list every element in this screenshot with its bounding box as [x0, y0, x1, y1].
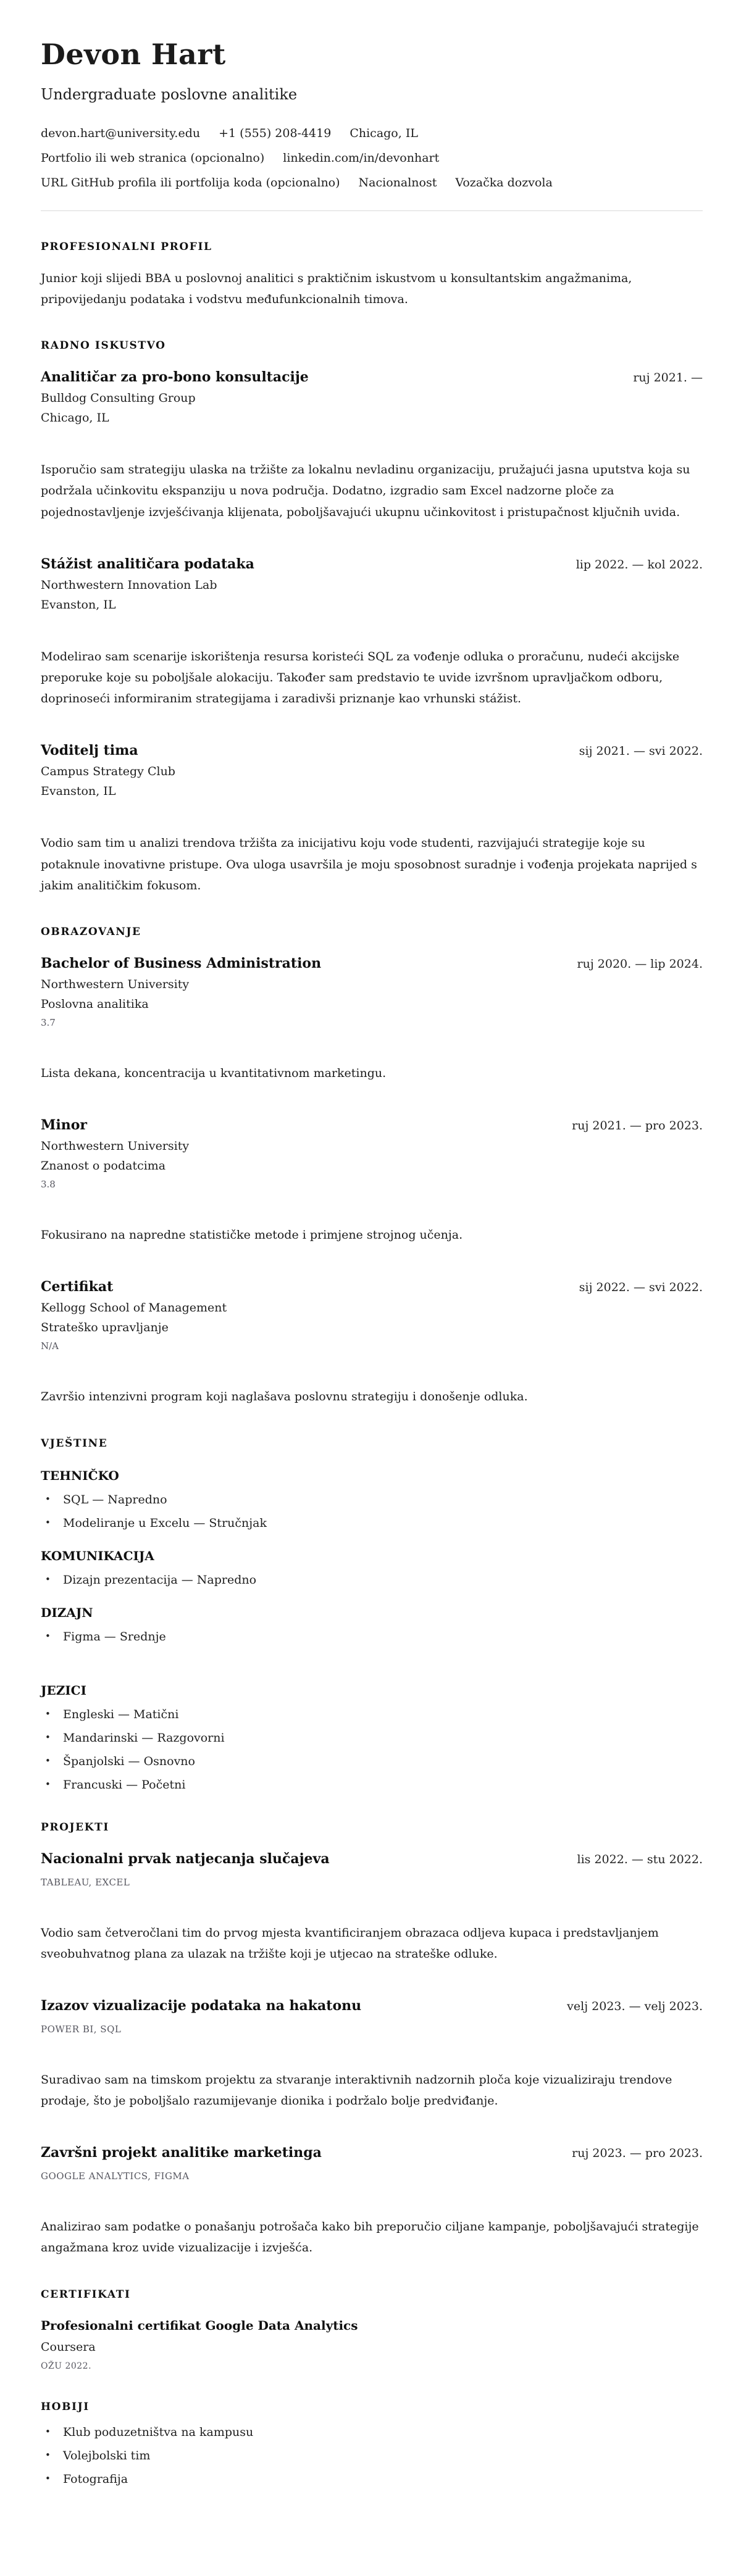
contact-row: [41, 151, 703, 165]
skill-item: • Figma — Srednje: [41, 1630, 703, 1643]
education-header: [41, 1117, 703, 1133]
job-entry: [41, 556, 703, 710]
degree-title: Certifikat: [41, 1279, 114, 1295]
certificate-date: OŽU 2022.: [41, 2361, 92, 2371]
degree-title: Minor: [41, 1117, 87, 1134]
section-profile: [41, 241, 703, 310]
language-item: • Francuski — Početni: [41, 1778, 703, 1792]
language-item: • Engleski — Matični: [41, 1708, 703, 1721]
project-title: Nacionalni prvak natjecanja slučajeva: [41, 1850, 330, 1867]
school-name: Northwestern University: [41, 1139, 190, 1153]
job-company: Campus Strategy Club: [41, 765, 175, 779]
project-header: [41, 2145, 703, 2161]
portfolio-text: Portfolio ili web stranica (opcionalno): [41, 151, 265, 165]
education-entry: [41, 1117, 703, 1245]
skill-item: • Dizajn prezentacija — Napredno: [41, 1573, 703, 1587]
person-name: Devon Hart: [41, 38, 226, 71]
education-dates: sij 2022. — svi 2022.: [579, 1281, 703, 1295]
field-of-study: Poslovna analitika: [41, 997, 149, 1011]
email-text: devon.hart@university.edu: [41, 126, 201, 140]
project-tools: POWER BI, SQL: [41, 2023, 122, 2035]
education-entry: [41, 1279, 703, 1407]
school-name: Kellogg School of Management: [41, 1301, 227, 1315]
skill-item: • Modeliranje u Excelu — Stručnjak: [41, 1516, 703, 1530]
skill-group-heading: KOMUNIKACIJA: [41, 1548, 154, 1563]
education-description: Lista dekana, koncentracija u kvantitativnom marketingu.: [41, 1066, 387, 1080]
skill-group-heading: TEHNIČKO: [41, 1468, 119, 1483]
project-dates: lis 2022. — stu 2022.: [577, 1852, 703, 1866]
gpa-value: N/A: [41, 1340, 59, 1352]
languages-heading: JEZICI: [41, 1682, 86, 1698]
contact-row: [41, 127, 703, 140]
job-description: Isporučio sam strategiju ulaska na tržište za lokalnu nevladinu organizaciju, pružajući jasna uputstva koja su podržala učinkovitu ekspanziju u nova područja. Dodatno, izgradio sam Excel nadzorne ploče za pojednostavljenje izvješćivanja klijenata, poboljšavajući ukupnu učinkovitost i pristupačnost ključnih uvida.: [41, 463, 690, 519]
education-dates: ruj 2020. — lip 2024.: [577, 957, 703, 971]
resume-header: [41, 38, 703, 211]
language-item: • Mandarinski — Razgovorni: [41, 1731, 703, 1745]
job-title: Stážist analitičara podataka: [41, 555, 254, 572]
job-dates: ruj 2021. —: [633, 371, 703, 385]
section-heading: OBRAZOVANJE: [41, 925, 141, 938]
project-title: Završni projekt analitike marketinga: [41, 2145, 322, 2161]
skill-list: [41, 1493, 703, 1530]
job-company: Northwestern Innovation Lab: [41, 578, 217, 592]
section-heading: VJEŠTINE: [41, 1437, 108, 1450]
project-header: [41, 1998, 703, 2014]
skill-group: [41, 1548, 703, 1587]
skill-group: [41, 1605, 703, 1643]
skill-group-heading: DIZAJN: [41, 1605, 93, 1620]
job-title: Analitičar za pro-bono konsultacije: [41, 369, 309, 386]
certificate-issuer: Coursera: [41, 2340, 96, 2354]
education-header: [41, 1279, 703, 1295]
job-company: Bulldog Consulting Group: [41, 391, 196, 405]
certificate-title: Profesionalni certifikat Google Data Analytics: [41, 2317, 358, 2333]
job-location: Evanston, IL: [41, 784, 116, 799]
job-entry: [41, 742, 703, 896]
project-dates: velj 2023. — velj 2023.: [567, 1999, 703, 2013]
project-tools: TABLEAU, EXCEL: [41, 1876, 130, 1888]
gpa-value: 3.8: [41, 1179, 56, 1190]
job-dates: lip 2022. — kol 2022.: [576, 557, 703, 571]
contact-block: [41, 127, 703, 189]
section-heading: PROJEKTI: [41, 1821, 109, 1834]
hobby-item: • Volejbolski tim: [41, 2449, 703, 2462]
job-description: Vodio sam tim u analizi trendova tržišta za inicijativu koju vode studenti, razvijajući strategije koje su potaknule inovativne pristupe. Ova uloga usavršila je moju sposobnost suradnje i vođenja projekata naprijed s jakim analitičkim fokusom.: [41, 836, 697, 892]
person-title: Undergraduate poslovne analitike: [41, 85, 298, 103]
project-entry: [41, 1851, 703, 1964]
license-text: Vozačka dozvola: [455, 175, 553, 189]
linkedin-text: linkedin.com/in/devonhart: [283, 151, 440, 165]
section-certificates: [41, 2288, 703, 2371]
gpa-value: 3.7: [41, 1016, 56, 1028]
skill-group: [41, 1468, 703, 1530]
section-education: [41, 926, 703, 1408]
project-description: Suradivao sam na timskom projektu za stvaranje interaktivnih nadzornih ploča koje vizualiziraju trendove prodaje, što je poboljšalo razumijevanje dionika i podržalo bolje predviđanje.: [41, 2072, 672, 2108]
job-title: Voditelj tima: [41, 742, 138, 759]
job-dates: sij 2021. — svi 2022.: [579, 744, 703, 758]
school-name: Northwestern University: [41, 977, 190, 991]
nationality-text: Nacionalnost: [358, 175, 437, 189]
project-header: [41, 1851, 703, 1867]
section-projects: [41, 1821, 703, 2259]
job-description: Modelirao sam scenarije iskorištenja resursa koristeći SQL za vođenje odluka o proračunu, nudeći akcijske preporuke koje su poboljšale alokaciju. Također sam predstavio te uvide izvršnom upravljačkom odboru, doprinoseći informiranim strategijama i zaradivši priznanje kao vrhunski stážist.: [41, 649, 680, 706]
job-entry: [41, 369, 703, 523]
job-header: [41, 556, 703, 572]
education-header: [41, 955, 703, 971]
project-description: Analizirao sam podatke o ponašanju potrošača kako bih preporučio ciljane kampanje, poboljšavajući strategije angažmana kroz uvide vizualizacije i izvješća.: [41, 2220, 699, 2255]
hobby-item: • Klub poduzetništva na kampusu: [41, 2425, 703, 2439]
job-header: [41, 369, 703, 385]
field-of-study: Strateško upravljanje: [41, 1321, 169, 1335]
section-experience: [41, 339, 703, 896]
project-dates: ruj 2023. — pro 2023.: [572, 2146, 703, 2161]
certificate-entry: [41, 2318, 703, 2371]
section-heading: PROFESIONALNI PROFIL: [41, 240, 212, 253]
location-text: Chicago, IL: [350, 126, 418, 140]
project-entry: [41, 2145, 703, 2258]
education-entry: [41, 955, 703, 1084]
contact-row: [41, 176, 703, 189]
project-title: Izazov vizualizacije podataka na hakatonu: [41, 1997, 362, 2014]
hobby-list: [41, 2425, 703, 2486]
field-of-study: Znanost o podatcima: [41, 1159, 166, 1173]
skill-item: • SQL — Napredno: [41, 1493, 703, 1506]
github-text: URL GitHub profila ili portfolija koda (opcionalno): [41, 175, 340, 189]
education-dates: ruj 2021. — pro 2023.: [572, 1119, 703, 1133]
header-divider: [41, 210, 703, 211]
section-heading: RADNO ISKUSTVO: [41, 339, 166, 352]
job-location: Evanston, IL: [41, 597, 116, 612]
section-heading: CERTIFIKATI: [41, 2288, 131, 2301]
degree-title: Bachelor of Business Administration: [41, 955, 322, 971]
project-tools: GOOGLE ANALYTICS, FIGMA: [41, 2171, 190, 2182]
skill-list: [41, 1573, 703, 1587]
section-heading: HOBIJI: [41, 2400, 90, 2413]
profile-text: Junior koji slijedi BBA u poslovnoj analitici s praktičnim iskustvom u konsultantskim angažmanima, pripovijedanju podataka i vodstvu međufunkcionalnih timova.: [41, 271, 632, 307]
education-description: Završio intenzivni program koji naglašava poslovnu strategiju i donošenje odluka.: [41, 1390, 528, 1404]
project-entry: [41, 1998, 703, 2111]
language-list: [41, 1708, 703, 1792]
project-description: Vodio sam četveročlani tim do prvog mjesta kvantificiranjem obrazaca odljeva kupaca i predstavljanjem sveobuhvatnog plana za ulazak na tržište koji je utjecao na strateške odluke.: [41, 1926, 659, 1961]
language-item: • Španjolski — Osnovno: [41, 1755, 703, 1768]
section-skills: [41, 1437, 703, 1792]
job-location: Chicago, IL: [41, 411, 109, 425]
job-header: [41, 742, 703, 758]
phone-text: +1 (555) 208-4419: [219, 126, 332, 140]
skill-list: [41, 1630, 703, 1643]
section-hobbies: [41, 2401, 703, 2486]
education-description: Fokusirano na napredne statističke metode i primjene strojnog učenja.: [41, 1228, 463, 1242]
language-group: [41, 1683, 703, 1792]
hobby-item: • Fotografija: [41, 2472, 703, 2486]
